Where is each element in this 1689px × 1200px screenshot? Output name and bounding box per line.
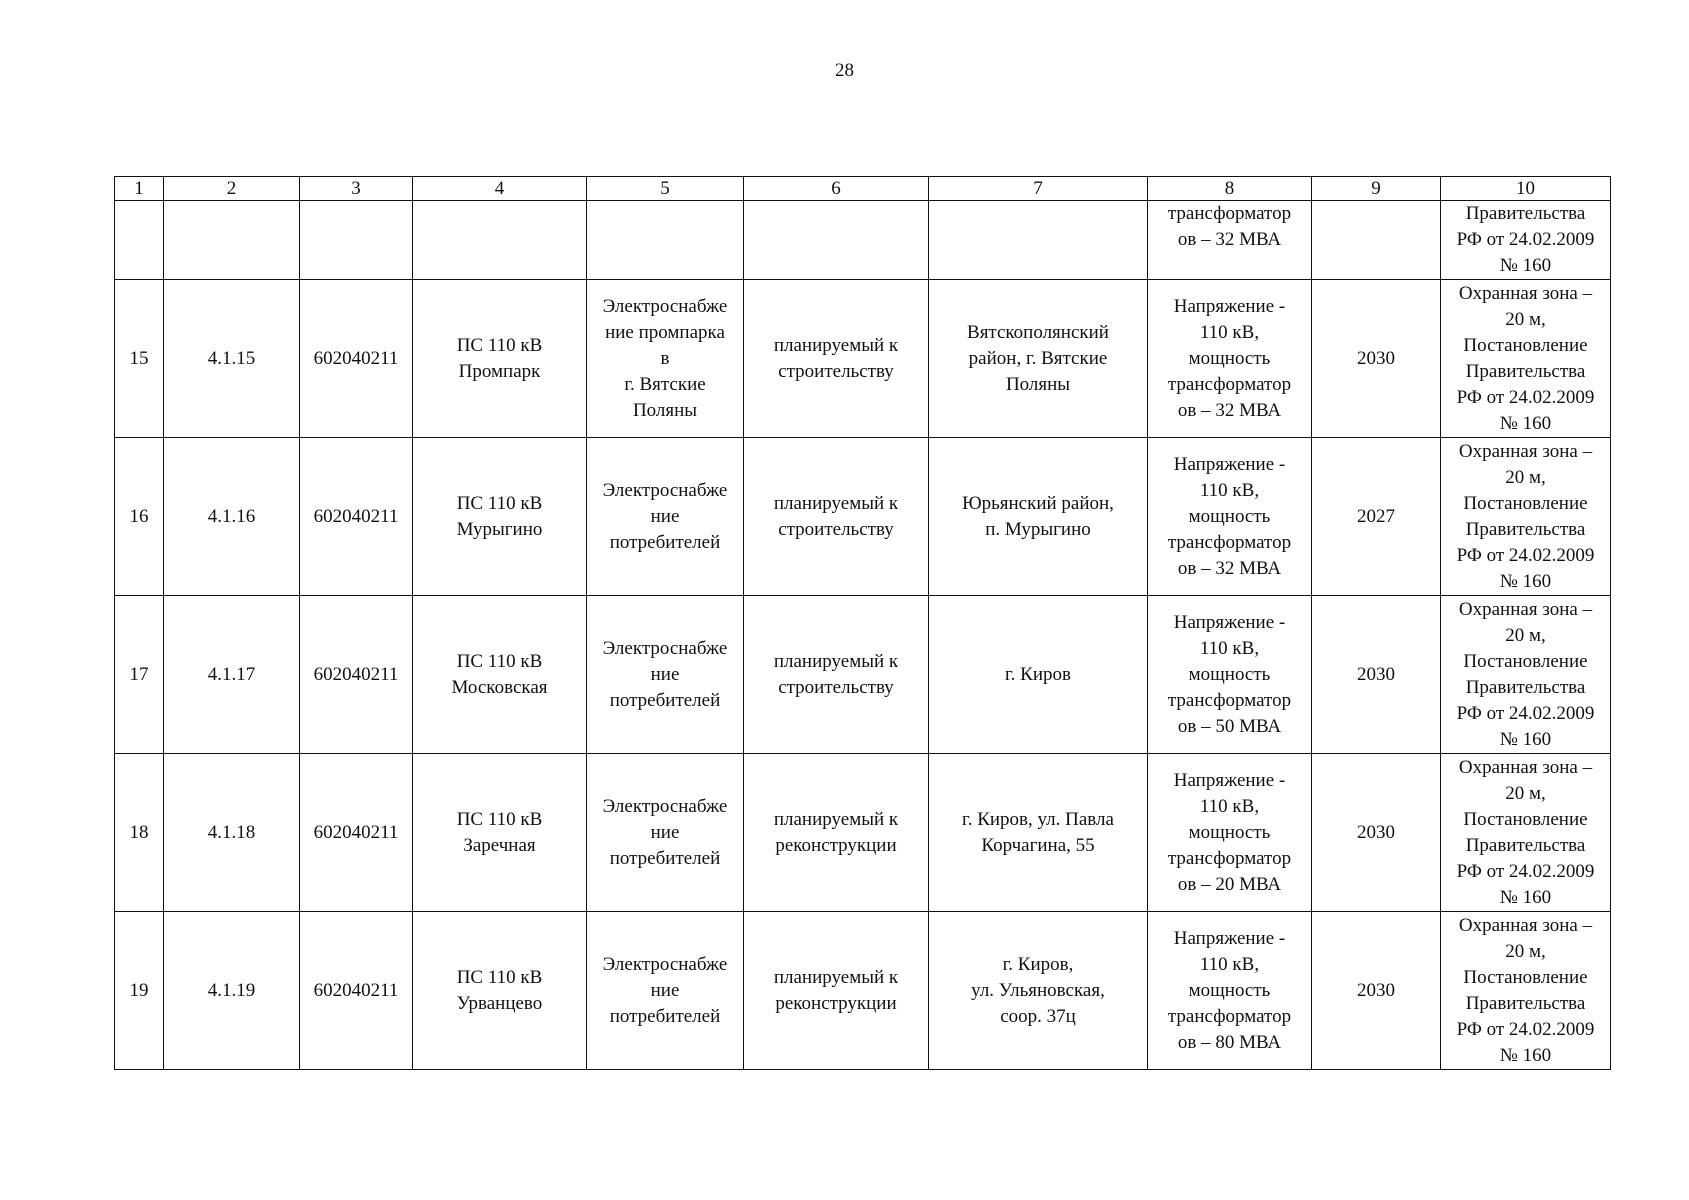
params-cell: Напряжение - 110 кВ, мощность трансформатор ов – 50 МВА xyxy=(1148,596,1312,754)
header-cell: 8 xyxy=(1148,177,1312,201)
object-id: 602040211 xyxy=(300,596,413,754)
object-purpose: Электроснабже ние промпарка в г. Вятские Поляны xyxy=(587,280,744,438)
object-location: г. Киров xyxy=(929,596,1148,754)
table-cell xyxy=(587,201,744,280)
table-row xyxy=(115,596,1611,754)
zone-cell: Правительства РФ от 24.02.2009 № 160 xyxy=(1441,201,1611,280)
params-cell: трансформатор ов – 32 МВА xyxy=(1148,201,1312,280)
object-id: 602040211 xyxy=(300,280,413,438)
header-cell: 7 xyxy=(929,177,1148,201)
year-cell: 2030 xyxy=(1312,754,1441,912)
header-row xyxy=(115,177,1611,201)
table-cell xyxy=(413,201,587,280)
table-row xyxy=(115,438,1611,596)
object-purpose: Электроснабже ние потребителей xyxy=(587,912,744,1070)
item-code: 4.1.19 xyxy=(164,912,300,1070)
objects-table xyxy=(114,176,1611,1070)
table-cell xyxy=(1312,201,1441,280)
object-purpose: Электроснабже ние потребителей xyxy=(587,596,744,754)
item-code: 4.1.18 xyxy=(164,754,300,912)
object-name: ПС 110 кВ Урванцево xyxy=(413,912,587,1070)
header-cell: 10 xyxy=(1441,177,1611,201)
zone-cell: Охранная зона – 20 м, Постановление Правительства РФ от 24.02.2009 № 160 xyxy=(1441,912,1611,1070)
continuation-row xyxy=(115,201,1611,280)
zone-cell: Охранная зона – 20 м, Постановление Правительства РФ от 24.02.2009 № 160 xyxy=(1441,754,1611,912)
params-cell: Напряжение - 110 кВ, мощность трансформатор ов – 80 МВА xyxy=(1148,912,1312,1070)
object-location: Вятскополянский район, г. Вятские Поляны xyxy=(929,280,1148,438)
header-cell: 1 xyxy=(115,177,164,201)
item-code: 4.1.15 xyxy=(164,280,300,438)
object-id: 602040211 xyxy=(300,912,413,1070)
header-cell: 2 xyxy=(164,177,300,201)
row-number: 16 xyxy=(115,438,164,596)
table-row xyxy=(115,754,1611,912)
year-cell: 2030 xyxy=(1312,280,1441,438)
table-cell xyxy=(300,201,413,280)
object-name: ПС 110 кВ Московская xyxy=(413,596,587,754)
object-status: планируемый к строительству xyxy=(744,596,929,754)
header-cell: 3 xyxy=(300,177,413,201)
item-code: 4.1.16 xyxy=(164,438,300,596)
params-cell: Напряжение - 110 кВ, мощность трансформатор ов – 32 МВА xyxy=(1148,280,1312,438)
page-number: 28 xyxy=(835,60,854,81)
params-cell: Напряжение - 110 кВ, мощность трансформатор ов – 20 МВА xyxy=(1148,754,1312,912)
zone-cell: Охранная зона – 20 м, Постановление Правительства РФ от 24.02.2009 № 160 xyxy=(1441,280,1611,438)
table-cell xyxy=(164,201,300,280)
object-location: г. Киров, ул. Павла Корчагина, 55 xyxy=(929,754,1148,912)
header-cell: 4 xyxy=(413,177,587,201)
object-status: планируемый к строительству xyxy=(744,438,929,596)
table-row xyxy=(115,912,1611,1070)
object-status: планируемый к строительству xyxy=(744,280,929,438)
object-location: Юрьянский район, п. Мурыгино xyxy=(929,438,1148,596)
object-purpose: Электроснабже ние потребителей xyxy=(587,438,744,596)
object-id: 602040211 xyxy=(300,438,413,596)
row-number: 18 xyxy=(115,754,164,912)
row-number: 15 xyxy=(115,280,164,438)
year-cell: 2030 xyxy=(1312,596,1441,754)
table-row xyxy=(115,280,1611,438)
table-cell xyxy=(929,201,1148,280)
table-cell xyxy=(115,201,164,280)
object-status: планируемый к реконструкции xyxy=(744,912,929,1070)
object-location: г. Киров, ул. Ульяновская, соор. 37ц xyxy=(929,912,1148,1070)
header-cell: 6 xyxy=(744,177,929,201)
row-number: 19 xyxy=(115,912,164,1070)
zone-cell: Охранная зона – 20 м, Постановление Правительства РФ от 24.02.2009 № 160 xyxy=(1441,438,1611,596)
object-status: планируемый к реконструкции xyxy=(744,754,929,912)
row-number: 17 xyxy=(115,596,164,754)
header-cell: 5 xyxy=(587,177,744,201)
item-code: 4.1.17 xyxy=(164,596,300,754)
object-purpose: Электроснабже ние потребителей xyxy=(587,754,744,912)
header-cell: 9 xyxy=(1312,177,1441,201)
object-name: ПС 110 кВ Заречная xyxy=(413,754,587,912)
object-id: 602040211 xyxy=(300,754,413,912)
object-name: ПС 110 кВ Промпарк xyxy=(413,280,587,438)
params-cell: Напряжение - 110 кВ, мощность трансформатор ов – 32 МВА xyxy=(1148,438,1312,596)
year-cell: 2027 xyxy=(1312,438,1441,596)
year-cell: 2030 xyxy=(1312,912,1441,1070)
object-name: ПС 110 кВ Мурыгино xyxy=(413,438,587,596)
table-cell xyxy=(744,201,929,280)
zone-cell: Охранная зона – 20 м, Постановление Правительства РФ от 24.02.2009 № 160 xyxy=(1441,596,1611,754)
